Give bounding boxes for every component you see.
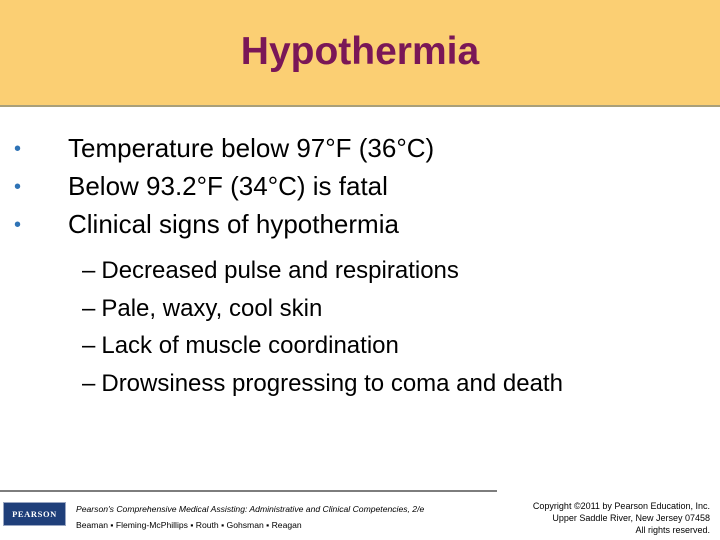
sub-bullet-item: [82, 294, 563, 332]
sub-bullet-list: [82, 256, 563, 406]
sub-bullet-text: Drowsiness progressing to coma and death: [101, 369, 563, 397]
footer-divider: [0, 490, 497, 492]
dash-icon: –: [82, 332, 96, 359]
bullet-icon: •: [14, 138, 22, 160]
copyright-notice: [490, 500, 710, 536]
sub-bullet-text: Pale, waxy, cool skin: [101, 294, 323, 322]
bullet-icon: •: [14, 214, 22, 236]
bullet-item: [12, 132, 434, 170]
book-title: Pearson's Comprehensive Medical Assisting: Administrative and Clinical Competencies, 2/e: [76, 504, 425, 514]
bullet-item: [12, 208, 434, 246]
bullet-text: Below 93.2°F (34°C) is fatal: [68, 171, 388, 201]
copyright-line: Upper Saddle River, New Jersey 07458: [552, 513, 710, 523]
logo-text: PEARSON: [12, 509, 57, 519]
slide-title: Hypothermia: [240, 30, 480, 73]
pearson-logo: [3, 502, 66, 526]
sub-bullet-item: [82, 369, 563, 407]
copyright-line: Copyright ©2011 by Pearson Education, Inc.: [532, 501, 710, 511]
sub-bullet-text: Decreased pulse and respirations: [101, 257, 459, 284]
book-authors: Beaman ▪ Fleming-McPhillips ▪ Routh ▪ Gohsman ▪ Reagan: [76, 520, 302, 530]
bullet-list: [12, 132, 434, 246]
sub-bullet-text: Lack of muscle coordination: [101, 332, 399, 359]
dash-icon: –: [82, 294, 96, 322]
sub-bullet-item: [82, 256, 563, 294]
title-bar: [0, 0, 720, 107]
bullet-icon: •: [14, 176, 22, 198]
dash-icon: –: [82, 369, 96, 397]
bullet-item: [12, 170, 434, 208]
bullet-text: Clinical signs of hypothermia: [68, 209, 399, 239]
bullet-text: Temperature below 97°F (36°C): [68, 133, 435, 163]
dash-icon: –: [82, 257, 96, 284]
copyright-line: All rights reserved.: [635, 525, 710, 535]
sub-bullet-item: [82, 331, 563, 369]
slide-footer: [0, 490, 720, 540]
